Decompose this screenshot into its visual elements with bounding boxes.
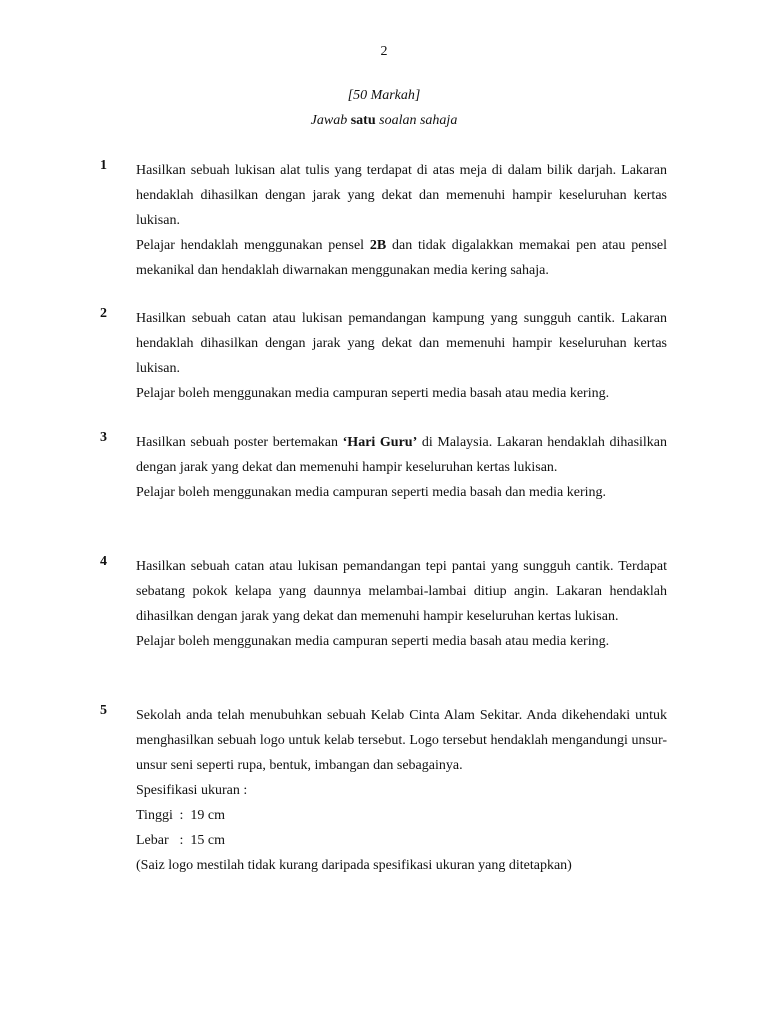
note-bold: 2B <box>369 238 387 253</box>
question-body <box>136 554 667 654</box>
width-label: Lebar <box>136 833 169 848</box>
question-number: 1 <box>100 158 107 173</box>
note-post: dan tidak digalakkan memakai pen atau pensel mekanikal dan hendaklah diwarnakan menggunakan media kering sahaja. <box>136 238 667 278</box>
text-post: di Malaysia. Lakaran hendaklah dihasilkan dengan jarak yang dekat dan memenuhi hampir keseluruhan kertas lukisan. <box>136 435 668 475</box>
question-text: Hasilkan sebuah catan atau lukisan pemandangan kampung yang sungguh cantik. Lakaran hendaklah dihasilkan dengan jarak yang dekat dan memenuhi hampir keseluruhan kertas lukisan. <box>136 311 667 376</box>
instruction-pre: Jawab <box>310 113 351 128</box>
question-note <box>136 233 667 283</box>
question-number: 3 <box>100 430 107 445</box>
question-body <box>136 306 667 406</box>
spec-title: Spesifikasi ukuran : <box>136 783 248 798</box>
question-note: Pelajar boleh menggunakan media campuran seperti media basah dan media kering. <box>136 485 606 500</box>
question-body <box>136 430 667 505</box>
question-text: Hasilkan sebuah lukisan alat tulis yang terdapat di atas meja di dalam bilik darjah. Lakaran hendaklah dihasilkan dengan jarak yang dekat dan memenuhi hampir keseluruhan kertas lukisan. <box>136 163 667 228</box>
page-number: 2 <box>380 44 388 59</box>
instruction-bold: satu <box>350 113 376 128</box>
question-number: 2 <box>100 306 107 321</box>
question-body <box>136 158 667 283</box>
question-number: 4 <box>100 554 107 569</box>
instruction-post: soalan sahaja <box>375 113 458 128</box>
note-pre: Pelajar hendaklah menggunakan pensel <box>136 238 370 253</box>
spec-width <box>136 828 667 853</box>
text-pre: Hasilkan sebuah poster bertemakan <box>136 435 343 450</box>
height-label: Tinggi <box>136 808 173 823</box>
question-body <box>136 703 667 878</box>
question-note: Pelajar boleh menggunakan media campuran seperti media basah atau media kering. <box>136 386 610 401</box>
marks-heading: [50 Markah] <box>347 88 421 103</box>
question-text: Hasilkan sebuah catan atau lukisan pemandangan tepi pantai yang sungguh cantik. Terdapat sebatang pokok kelapa yang daunnya melambai-lambai ditiup angin. Lakaran hendaklah dihasilkan dengan jarak yang dekat dan memenuhi hampir keseluruhan kertas lukisan. <box>136 559 667 624</box>
question-number: 5 <box>100 703 107 718</box>
question-note: Pelajar boleh menggunakan media campuran seperti media basah atau media kering. <box>136 634 610 649</box>
instruction-heading <box>0 113 768 129</box>
text-bold: ‘Hari Guru’ <box>342 435 418 450</box>
question-text <box>136 430 667 480</box>
spec-height <box>136 803 667 828</box>
height-value: : 19 cm <box>179 808 225 823</box>
spec-note: (Saiz logo mestilah tidak kurang daripada spesifikasi ukuran yang ditetapkan) <box>136 858 572 873</box>
question-text: Sekolah anda telah menubuhkan sebuah Kelab Cinta Alam Sekitar. Anda dikehendaki untuk menghasilkan sebuah logo untuk kelab tersebut. Logo tersebut hendaklah mengandungi unsur-unsur seni seperti rupa, bentuk, imbangan dan sebagainya. <box>136 708 667 773</box>
width-value: : 15 cm <box>179 833 225 848</box>
